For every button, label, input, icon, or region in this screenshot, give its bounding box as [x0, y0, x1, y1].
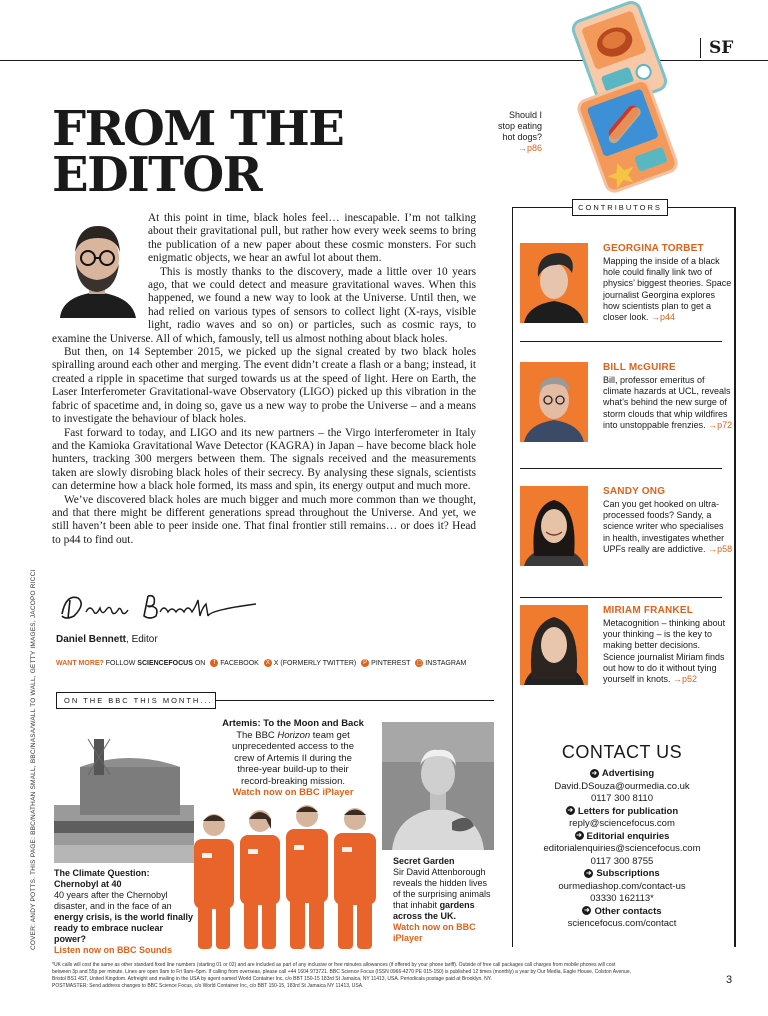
footer-line: between 3p and 55p per minute. Lines are open 9am to Fri 9am–5pm. If calling from overseas, please call +44 1604 973721. BBC Science Focus (ISSN 0966-4270 PE 015-150) is published 12 times (monthly) a year by Our Media, Eagle House, Colston Avenue,	[52, 969, 631, 975]
contributor-divider	[520, 341, 722, 342]
garden-text: Sir David Attenborough reveals the hidden lives of the surprising animals that inhabit	[393, 867, 491, 910]
contributor-desc	[603, 375, 733, 431]
arrow-icon: ➔	[576, 832, 582, 840]
pinterest-link[interactable]: PINTEREST	[371, 659, 411, 667]
teaser-line: hot dogs?	[502, 132, 542, 142]
editor-name-text: Daniel Bennett	[56, 634, 127, 645]
section-mark: SF	[709, 38, 734, 58]
contact-heading-text: Subscriptions	[596, 868, 660, 879]
want-more-label: WANT MORE?	[56, 659, 104, 667]
follow-label: FOLLOW	[103, 659, 138, 667]
instagram-link[interactable]: INSTAGRAM	[425, 659, 467, 667]
attenborough-image[interactable]	[382, 722, 494, 850]
garden-blurb	[393, 856, 493, 944]
contributor-desc	[603, 256, 733, 323]
contact-section	[524, 740, 720, 931]
editor-signature	[56, 586, 266, 626]
title-line: FROM THE	[52, 101, 344, 157]
photo-credits: COVER: ANDY POTTS. THIS PAGE: BBC/NATHAN SMALL, BBC/NASA/WALL TO WALL, GETTY IMAGES, JACOPO RICCI	[30, 569, 37, 950]
contributor-divider	[520, 597, 722, 598]
contact-heading-advertising	[524, 768, 720, 781]
contributor-desc	[603, 618, 733, 685]
teaser-text[interactable]	[488, 110, 542, 154]
bbc-section-label: ON THE BBC THIS MONTH...	[56, 692, 216, 709]
subscriptions-url[interactable]: ourmediashop.com/contact-us	[558, 880, 686, 892]
paragraph: Fast forward to today, and LIGO and its new partners – the Virgo interferometer in Italy and the Kamioka Gravitational Wave Detector (KAGRA) in Japan – have become black hole hunters, tracking 300 mergers between them. The signals received and the measurements taken are slowly disrobing black holes of their secrecy. By analysing these signals, scientists can determine how a black hole formed, its mass and spin, its energy output and much more.	[52, 426, 476, 493]
contributor-page-link[interactable]: →p58	[708, 543, 733, 554]
on-label: ON	[192, 659, 208, 667]
subscriptions-phone[interactable]: 03330 162113*	[590, 893, 654, 904]
footer-line: *UK calls will cost the same as other standard fixed line numbers (starting 01 or 02) and are included as part of any inclusive or free minutes allowances (if offered by your phone tariff). Outside of free call packages call charges from mobile phones will cost	[52, 962, 616, 968]
contact-heading-other	[524, 906, 720, 919]
contributor-card	[520, 605, 730, 711]
editor-role: , Editor	[126, 634, 158, 645]
contributor-desc	[603, 499, 733, 555]
contributors-label: CONTRIBUTORS	[572, 199, 668, 216]
instagram-icon: ◻	[416, 660, 422, 666]
contributor-text: Can you get hooked on ultra-processed foods? Sandy, a science writer who specialises in health, investigates whether UPFs really are addictive.	[603, 499, 725, 554]
paragraph: At this point in time, black holes feel… inescapable. I’m not talking about their gravitational pull, but rather how every week seems to bring the publication of a new paper about these cosmic monsters. For such enigmatic objects, we hear an awful lot about them.	[148, 212, 476, 265]
chernobyl-listen-link[interactable]: Listen now on BBC Sounds	[54, 945, 172, 955]
artemis-text: team get unprecedented access to the crew of Artemis II during the three-year build-up to their record-breaking mission.	[231, 729, 354, 787]
hotdog-cards-illustration[interactable]	[548, 0, 688, 195]
contact-heading-editorial	[524, 831, 720, 844]
editorial-phone[interactable]: 0117 300 8755	[590, 855, 654, 867]
arrow-icon: ➔	[584, 907, 590, 915]
contributor-card	[520, 486, 733, 590]
contributor-photo	[520, 486, 588, 566]
teaser-line: Should I	[508, 110, 542, 120]
title-line: EDITOR	[52, 147, 262, 203]
facebook-link[interactable]: FACEBOOK	[220, 659, 259, 667]
arrow-icon: ➔	[586, 869, 592, 877]
paragraph: But then, on 14 September 2015, we picked up the signal created by two black holes spiralling around each other and merging. The event didn’t create a flash or a bang; instead, it created a ripple in spacetime that surged towards us at the speed of light. Here on Earth, the Laser Interferometer Gravitational-wave Observatory (LIGO) picked up this vibration in the fabric of spacetime and, in doing so, gave us a new way to probe the Universe – and a means to investigate the behaviour of black holes.	[52, 346, 476, 426]
contributor-text: Mapping the inside of a black hole could finally link two of physics’ biggest theories. Space journalist Georgina explores how scientists plan to get a closer look.	[603, 256, 732, 323]
contributor-name: GEORGINA TORBET	[603, 243, 704, 254]
chernobyl-highlight: energy crisis, is the world finally ready to embrace nuclear power?	[54, 912, 194, 944]
contributor-text: Metacognition – thinking about your thinking – is the key to making better decisions. Science journalist Miriam finds out how to do it without tying yourself in knots.	[603, 618, 726, 685]
contributor-divider	[520, 468, 722, 469]
garden-watch-link[interactable]: Watch now on BBC iPlayer	[393, 922, 476, 943]
legal-footer	[52, 962, 722, 990]
photo-spacer	[52, 212, 148, 329]
contact-heading-text: Other contacts	[594, 905, 662, 917]
x-icon: X	[265, 660, 270, 666]
contributor-photo	[520, 362, 588, 442]
artemis-watch-link[interactable]: Watch now on BBC iPlayer	[232, 787, 354, 798]
contact-heading-subscriptions	[524, 868, 720, 881]
social-links	[56, 659, 466, 667]
contributor-page-link[interactable]: →p44	[651, 312, 676, 323]
contributor-name: MIRIAM FRANKEL	[603, 605, 694, 616]
page-title	[52, 101, 344, 203]
contributor-card	[520, 243, 730, 341]
advertising-email[interactable]: David.DSouza@ourmedia.co.uk	[554, 780, 690, 792]
contributor-text: Bill, professor emeritus of climate hazards at UCL, reveals what’s behind the new surge of storm clouds that whip wildfires into unstoppable frenzies.	[603, 375, 731, 430]
contributor-page-link[interactable]: →p52	[673, 674, 698, 685]
artemis-text-pre: The BBC	[236, 729, 278, 741]
contributor-photo	[520, 605, 588, 685]
page-number: 3	[726, 974, 733, 986]
teaser-line: stop eating	[497, 121, 542, 131]
letters-email[interactable]: reply@sciencefocus.com	[569, 818, 675, 829]
teaser-page-link[interactable]: →p86	[517, 143, 542, 153]
advertising-phone[interactable]: 0117 300 8110	[591, 793, 653, 804]
bbc-rule	[216, 700, 494, 701]
footer-line: Bristol BS1 4ST, United Kingdom. Airfreight and mailing in the USA by agent named World Container Inc, c/o BBT 150-15 183rd St Jamaica, NY 11413, USA. Periodicals postage paid at Brooklyn, NY.	[52, 976, 492, 982]
contributor-page-link[interactable]: →p72	[708, 419, 733, 430]
contact-title: CONTACT US	[561, 742, 683, 762]
artemis-title: Artemis: To the Moon and Back	[222, 718, 364, 729]
other-url[interactable]: sciencefocus.com/contact	[567, 918, 677, 929]
arrow-icon: ➔	[567, 807, 574, 815]
contact-heading-text: Editorial enquiries	[586, 830, 670, 842]
editorial-body	[52, 212, 476, 547]
contact-heading-letters	[524, 806, 720, 819]
chernobyl-title: The Climate Question: Chernobyl at 40	[54, 868, 150, 889]
artemis-crew-image[interactable]	[186, 805, 392, 950]
garden-title: Secret Garden	[393, 856, 455, 866]
contact-heading-text: Letters for publication	[577, 805, 679, 817]
contributor-name: BILL McGUIRE	[603, 362, 676, 373]
chernobyl-image[interactable]	[54, 735, 194, 863]
contact-heading-text: Advertising	[601, 768, 655, 779]
footer-line: POSTMASTER: Send address changes to BBC Science Focus, c/o World Container Inc, c/o BBT 150-15, 183rd St Jamaica NY 11413, USA.	[52, 983, 364, 989]
arrow-icon: ➔	[591, 769, 598, 777]
pinterest-icon: P	[363, 660, 368, 666]
brand-label: SCIENCEFOCUS	[137, 659, 193, 667]
artemis-show: Horizon	[277, 729, 311, 741]
header-divider	[700, 38, 701, 58]
contributor-name: SANDY ONG	[603, 486, 666, 497]
paragraph: This is mostly thanks to the discovery, made a little over 10 years ago, that we could detect and measure gravitational waves. When this happened, we found a new way to look at the Universe. Until then, we had relied on various types of sensors to collect light (X-rays, visible light, radio waves and so on) or particles, such as cosmic rays, to examine the Universe. All of which, famously, tell us almost nothing about black holes.	[52, 265, 476, 345]
facebook-icon: f	[210, 659, 218, 667]
contributor-card	[520, 362, 733, 466]
x-link[interactable]: X (FORMERLY TWITTER)	[273, 659, 357, 667]
editorial-email[interactable]: editorialenquiries@sciencefocus.com	[543, 843, 701, 854]
garden-highlight: gardens across the UK.	[393, 900, 475, 921]
paragraph: We’ve discovered black holes are much bigger and much more common than we thought, and that there might be different generations spread throughout the Universe. And yet, we still haven’t been able to peer inside one. That final frontier still remains… or does it? Head to p44 to find out.	[52, 493, 476, 546]
chernobyl-blurb	[54, 868, 196, 956]
contributor-photo	[520, 243, 588, 323]
chernobyl-text: 40 years after the Chernobyl disaster, and in the face of an	[54, 890, 172, 911]
editor-name	[56, 634, 158, 645]
artemis-blurb	[222, 718, 364, 799]
